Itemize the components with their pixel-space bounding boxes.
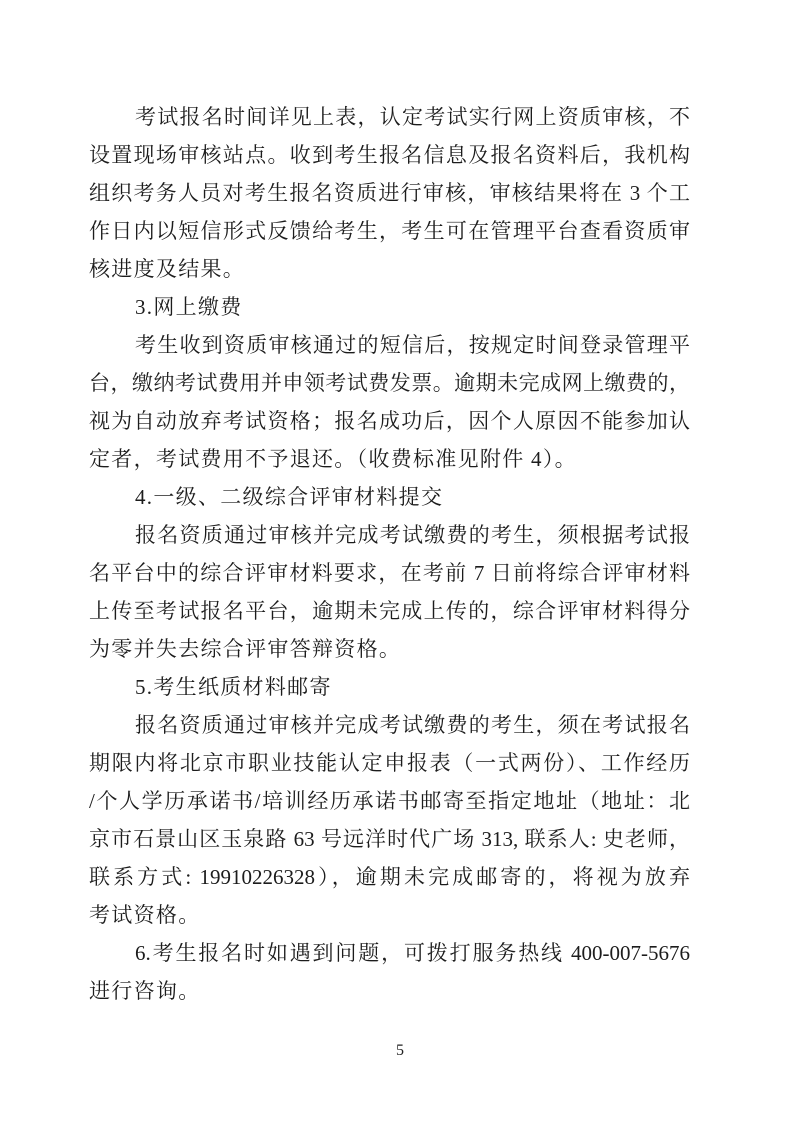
paragraph-line: 进行咨询。 — [89, 979, 201, 1003]
paragraph-line: 考试报名时间详见上表，认定考试实行网上资质审核，不 — [135, 105, 690, 129]
paragraph-line: 为零并失去综合评审答辩资格。 — [89, 637, 402, 661]
paragraph-line: 报名资质通过审核并完成考试缴费的考生，须根据考试报 — [135, 523, 690, 547]
paragraph-line: 名平台中的综合评审材料要求，在考前 7 日前将综合评审材料 — [89, 561, 690, 585]
section-heading-line: 5.考生纸质材料邮寄 — [135, 675, 332, 699]
paragraph-line: 上传至考试报名平台，逾期未完成上传的，综合评审材料得分 — [89, 599, 690, 623]
paragraph-line: 京市石景山区玉泉路 63 号远洋时代广场 313, 联系人: 史老师， — [89, 827, 690, 851]
paragraph-line: /个人学历承诺书/培训经历承诺书邮寄至指定地址（地址：北 — [89, 789, 690, 813]
paragraph-line: 台，缴纳考试费用并申领考试费发票。逾期未完成网上缴费的， — [89, 371, 690, 395]
section-heading-line: 3.网上缴费 — [135, 295, 243, 319]
section-heading-line: 4.一级、二级综合评审材料提交 — [135, 485, 444, 509]
paragraph-line: 期限内将北京市职业技能认定申报表（一式两份）、工作经历 — [89, 751, 690, 775]
document-body — [89, 98, 690, 1010]
paragraph-line: 视为自动放弃考试资格；报名成功后，因个人原因不能参加认 — [89, 409, 690, 433]
paragraph-line: 考生收到资质审核通过的短信后，按规定时间登录管理平 — [135, 333, 690, 357]
paragraph-line: 6.考生报名时如遇到问题，可拨打服务热线 400-007-5676 — [135, 941, 690, 965]
paragraph-line: 组织考务人员对考生报名资质进行审核，审核结果将在 3 个工 — [89, 181, 690, 205]
paragraph-line: 联系方式: 19910226328），逾期未完成邮寄的，将视为放弃 — [89, 865, 690, 889]
paragraph-line: 核进度及结果。 — [89, 257, 246, 281]
page-number: 5 — [396, 1042, 404, 1059]
paragraph-line: 报名资质通过审核并完成考试缴费的考生，须在考试报名 — [135, 713, 690, 737]
paragraph-line: 考试资格。 — [89, 903, 201, 927]
paragraph-line: 设置现场审核站点。收到考生报名信息及报名资料后，我机构 — [89, 143, 690, 167]
paragraph-line: 定者，考试费用不予退还。（收费标准见附件 4）。 — [89, 447, 577, 471]
paragraph-line: 作日内以短信形式反馈给考生，考生可在管理平台查看资质审 — [89, 219, 690, 243]
